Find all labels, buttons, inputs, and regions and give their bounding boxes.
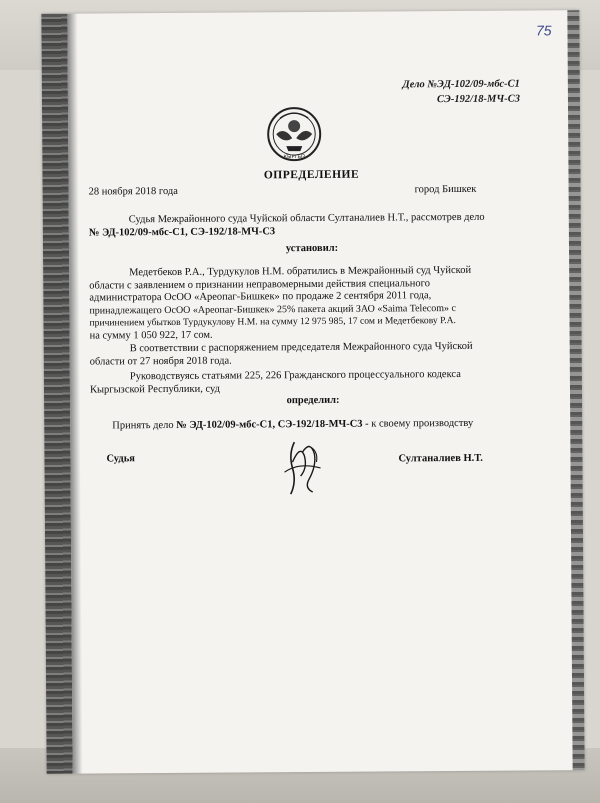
- state-emblem-icon: [266, 104, 322, 164]
- handwritten-page-number: 75: [535, 22, 552, 39]
- emblem-label: КЫРГЫЗ: [283, 154, 306, 161]
- document-date: 28 ноября 2018 года: [88, 185, 178, 198]
- document-title: ОПРЕДЕЛЕНИЕ: [263, 168, 360, 182]
- paragraph-1-line: администратора ОсОО «Ареопаг-Бишкек» по продаже 2 сентября 2011 года,: [89, 290, 432, 304]
- paragraph-2-line: области от 27 ноября 2018 года.: [89, 355, 232, 368]
- paragraph-2-line: В соответствии с распоряжением председателя Межрайонного суда Чуйской: [129, 340, 473, 355]
- decision-prefix: Принять дело: [112, 419, 174, 432]
- paragraph-1: [89, 265, 524, 343]
- judge-name: Султаналиев Н.Т.: [398, 452, 483, 465]
- decision-suffix: к своему производству: [371, 417, 474, 430]
- handwritten-signature-icon: [274, 432, 330, 498]
- case-number-line-1: Дело №ЭД-102/09-мбс-С1: [402, 78, 520, 91]
- paragraph-3-line: Кыргызской Республики, суд: [89, 383, 220, 396]
- paragraph-2: [90, 341, 524, 369]
- decision-case-ref: № ЭД-102/09-мбс-С1, СЭ-192/18-МЧ-С3 -: [176, 418, 369, 431]
- established-heading: установил:: [285, 242, 339, 255]
- paragraph-1-line: области с заявлением о признании неправомерными действия специального: [89, 277, 430, 292]
- paragraph-1-line: Медетбеков Р.А., Турдукулов Н.М. обратились в Межрайонный суд Чуйской: [129, 264, 472, 279]
- decision-paragraph: [84, 417, 554, 433]
- paragraph-3-line: Руководствуясь статьями 225, 226 Гражданского процессуального кодекса: [129, 368, 461, 383]
- intro-case-ref: № ЭД-102/09-мбс-С1, СЭ-192/18-МЧ-С3: [88, 226, 276, 239]
- paragraph-3: [90, 369, 524, 397]
- paragraph-1-line: принадлежащего ОсОО «Ареопаг-Бишкек» 25% пакета акций ЗАО «Saima Telecom» с: [89, 302, 456, 317]
- case-number-block: [402, 77, 520, 108]
- case-number-line-2: СЭ-192/18-МЧ-С3: [436, 93, 520, 106]
- intro-text: Судья Межрайонного суда Чуйской области Султаналиев Н.Т., рассмотрев дело: [128, 211, 485, 226]
- decided-heading: определил:: [286, 394, 340, 407]
- paragraph-1-line: на сумму 1 050 922, 17 сом.: [89, 329, 213, 342]
- judge-label: Судья: [106, 453, 135, 465]
- paragraph-1-line: причинением убытков Турдукулову Н.М. на сумму 12 975 985, 17 сом и Медетбекову Р.А.: [89, 315, 456, 329]
- document-city: город Бишкек: [414, 183, 477, 196]
- document-page: [41, 10, 584, 774]
- scan-edge-right: [567, 10, 584, 770]
